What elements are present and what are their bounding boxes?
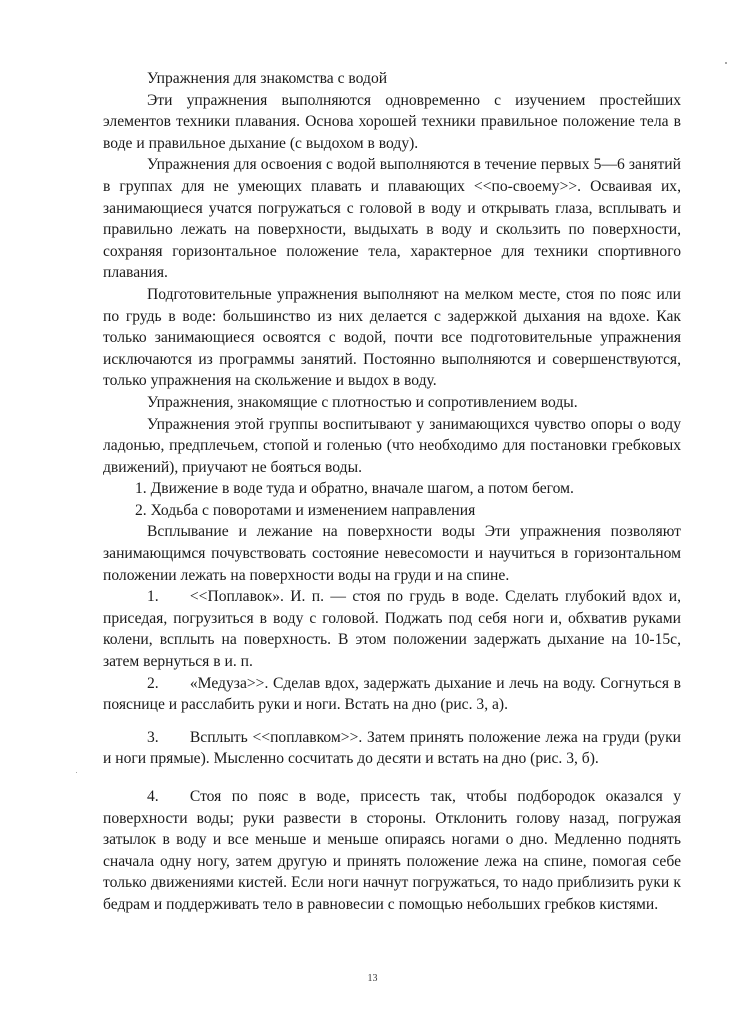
paragraph-floating: Всплывание и лежание на поверхности воды Эти упражнения позволяют занимающимся почувствовать состояние невесомости и научиться в горизонтальном положении лежать на поверхности воды на груди и на спине. [103,523,681,584]
paragraph-mastering: Упражнения для освоения с водой выполняются в течение первых 5—6 занятий в группах для не умеющих плавать и плавающих <<по-своему>>. Осваивая их, занимающиеся учатся погружаться с головой в воду и открывать глаза, всплывать и правильно лежать на поверхности, выдыхать в воду и скользить по поверхности, сохраняя горизонтальное положение тела, характерное для техники спортивного плавания. [103,156,681,282]
section-heading: Упражнения для знакомства с водой [147,70,388,87]
exercise-3: 3. Всплыть <<поплавком>>. Затем принять положение лежа на груди (руки и ноги прямые). Мысленно сосчитать до десяти и встать на дно (рис. 3, б). [103,728,681,768]
density-section-title: Упражнения, знакомящие с плотностью и сопротивлением воды. [147,393,578,411]
exercise-1: 1. <<Поплавок». И. п. — стоя по грудь в воде. Сделать глубокий вдох и, приседая, погрузиться в воду с головой. Поджать под себя ноги и, обхватив руками колени, всплыть на поверхность. В этом положении задержать дыхание на 10-15с, затем вернуться в и. п. [103,588,681,671]
page-number: 13 [367,973,378,984]
scan-speck [725,62,727,64]
paragraph-preparatory: Подготовительные упражнения выполняют на мелком месте, стоя по пояс или по грудь в воде: большинство из них делается с задержкой дыхания на вдохе. Как только занимающиеся освоятся с водой, почти все подготовительные упражнения исключаются из программы занятий. Постоянно выполняются и совершенствуются, только упражнения на скольжение и выдох в воду. [103,285,681,390]
list-item-2: 2. Ходьба с поворотами и изменением направления [135,501,476,519]
scan-speck [76,772,77,773]
document-body [103,68,681,916]
list-item-1: 1. Движение в воде туда и обратно, вначале шагом, а потом бегом. [135,480,574,498]
paragraph-intro: Эти упражнения выполняются одновременно с изучением простейших элементов техники плавания. Основа хорошей техники правильное положение тела в воде и правильное дыхание (с выдохом в воду). [103,91,681,152]
exercise-2: 2. «Медуза>>. Сделав вдох, задержать дыхание и лечь на воду. Согнуться в пояснице и расслабить руки и ноги. Встать на дно (рис. 3, а). [103,674,681,714]
paragraph-density: Упражнения этой группы воспитывают у занимающихся чувство опоры о воду ладонью, предплечьем, стопой и голенью (что необходимо для постановки гребковых движений), приучают не бояться воды. [103,415,681,476]
exercise-4: 4. Стоя по пояс в воде, присесть так, чтобы подбородок оказался у поверхности воды; руки развести в стороны. Отклонить голову назад, погружая затылок в воду и все меньше и меньше опираясь ногами о дно. Медленно поднять сначала одну ногу, затем другую и принять положение лежа на спине, помогая себе только движениями кистей. Если ноги начнут погружаться, то надо приблизить руки к бедрам и поддерживать тело в равновесии с помощью небольших гребков кистями. [103,788,681,913]
